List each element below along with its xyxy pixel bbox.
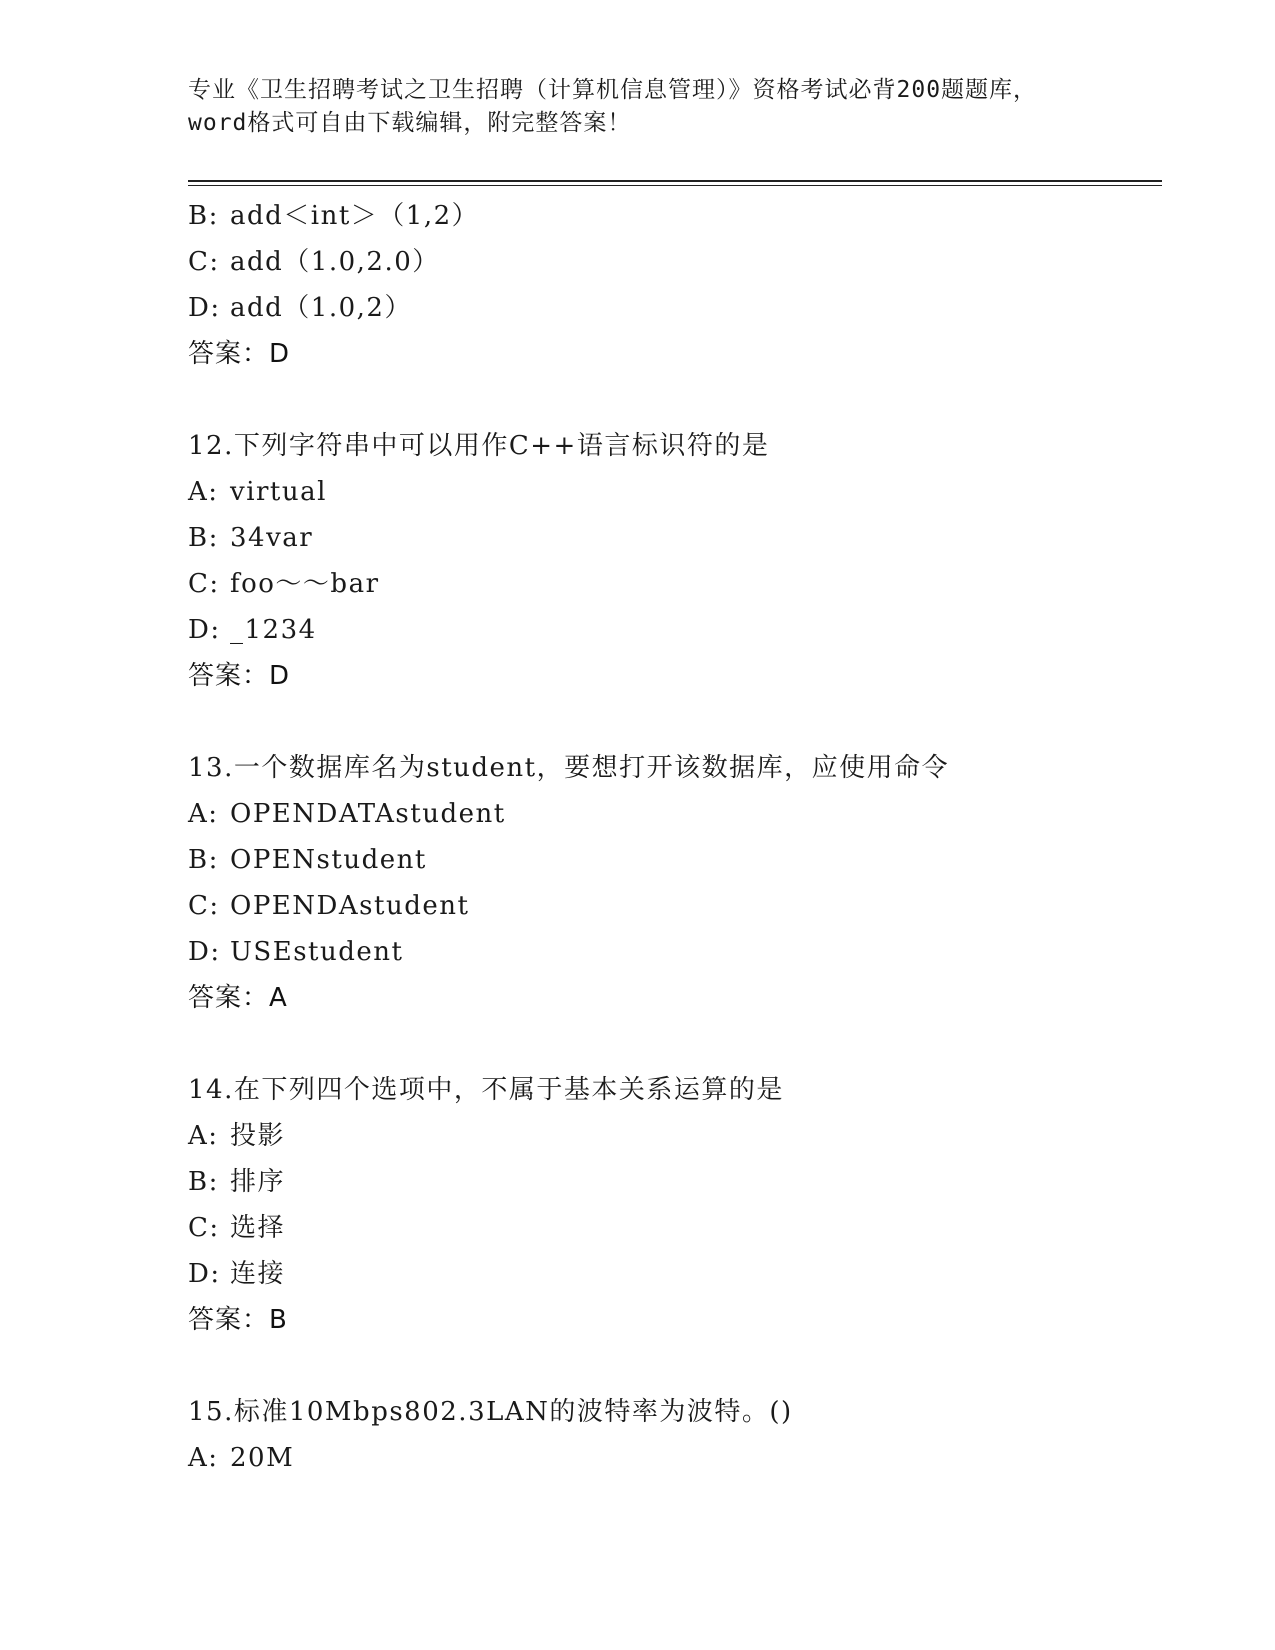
option-text: foo～～bar (230, 569, 380, 599)
option-text: OPENDATAstudent (230, 799, 506, 829)
option-a: A: 20M (188, 1443, 295, 1473)
option-text: 排序 (230, 1167, 286, 1197)
answer-line: 答案：D (188, 339, 291, 369)
option-b: B: OPENstudent (188, 845, 427, 875)
option-text: add＜int＞（1,2） (230, 201, 480, 231)
question-spacer (188, 1021, 1162, 1067)
question-stem: 12.下列字符串中可以用作C++语言标识符的是 (188, 431, 770, 461)
option-text: OPENstudent (230, 845, 427, 875)
answer-line: 答案：D (188, 661, 291, 691)
option-c: C: OPENDAstudent (188, 891, 470, 921)
header-line-1: 专业《卫生招聘考试之卫生招聘（计算机信息管理）》资格考试必背200题题库， (188, 77, 1038, 103)
document-header (188, 74, 1088, 140)
option-text: 20M (230, 1443, 295, 1473)
option-d: D: add（1.0,2） (188, 293, 412, 323)
option-d: D: _1234 (188, 615, 317, 645)
option-a: A: virtual (188, 477, 327, 507)
question-15 (188, 1389, 1162, 1481)
option-b: B: 34var (188, 523, 314, 553)
question-list (188, 193, 1162, 1481)
header-divider-thick (188, 180, 1162, 182)
question-11-partial (188, 193, 1162, 377)
option-text: add（1.0,2.0） (230, 247, 440, 277)
question-14 (188, 1067, 1162, 1343)
answer-line: 答案：B (188, 1305, 288, 1335)
question-13 (188, 745, 1162, 1021)
question-spacer (188, 1343, 1162, 1389)
option-text: 连接 (230, 1259, 286, 1289)
option-c: C: foo～～bar (188, 569, 380, 599)
option-text: USEstudent (230, 937, 404, 967)
question-12 (188, 423, 1162, 699)
option-c: C: 选择 (188, 1213, 286, 1243)
option-text: OPENDAstudent (230, 891, 470, 921)
question-spacer (188, 699, 1162, 745)
question-stem: 13.一个数据库名为student，要想打开该数据库，应使用命令 (188, 753, 950, 783)
answer-line: 答案：A (188, 983, 288, 1013)
option-b: B: 排序 (188, 1167, 286, 1197)
question-stem: 15.标准10Mbps802.3LAN的波特率为波特。() (188, 1397, 793, 1427)
option-d: D: USEstudent (188, 937, 404, 967)
option-text: _1234 (230, 615, 317, 645)
option-text: add（1.0,2） (230, 293, 412, 323)
header-line-2: word格式可自由下载编辑，附完整答案！ (188, 110, 632, 136)
header-divider-thin (188, 185, 1162, 186)
option-text: 投影 (230, 1121, 286, 1151)
question-spacer (188, 377, 1162, 423)
option-b: B: add＜int＞（1,2） (188, 201, 480, 231)
option-a: A: OPENDATAstudent (188, 799, 506, 829)
option-text: 34var (230, 523, 314, 553)
option-a: A: 投影 (188, 1121, 286, 1151)
option-d: D: 连接 (188, 1259, 286, 1289)
option-text: virtual (230, 477, 327, 507)
option-text: 选择 (230, 1213, 286, 1243)
question-stem: 14.在下列四个选项中，不属于基本关系运算的是 (188, 1075, 784, 1105)
option-c: C: add（1.0,2.0） (188, 247, 440, 277)
